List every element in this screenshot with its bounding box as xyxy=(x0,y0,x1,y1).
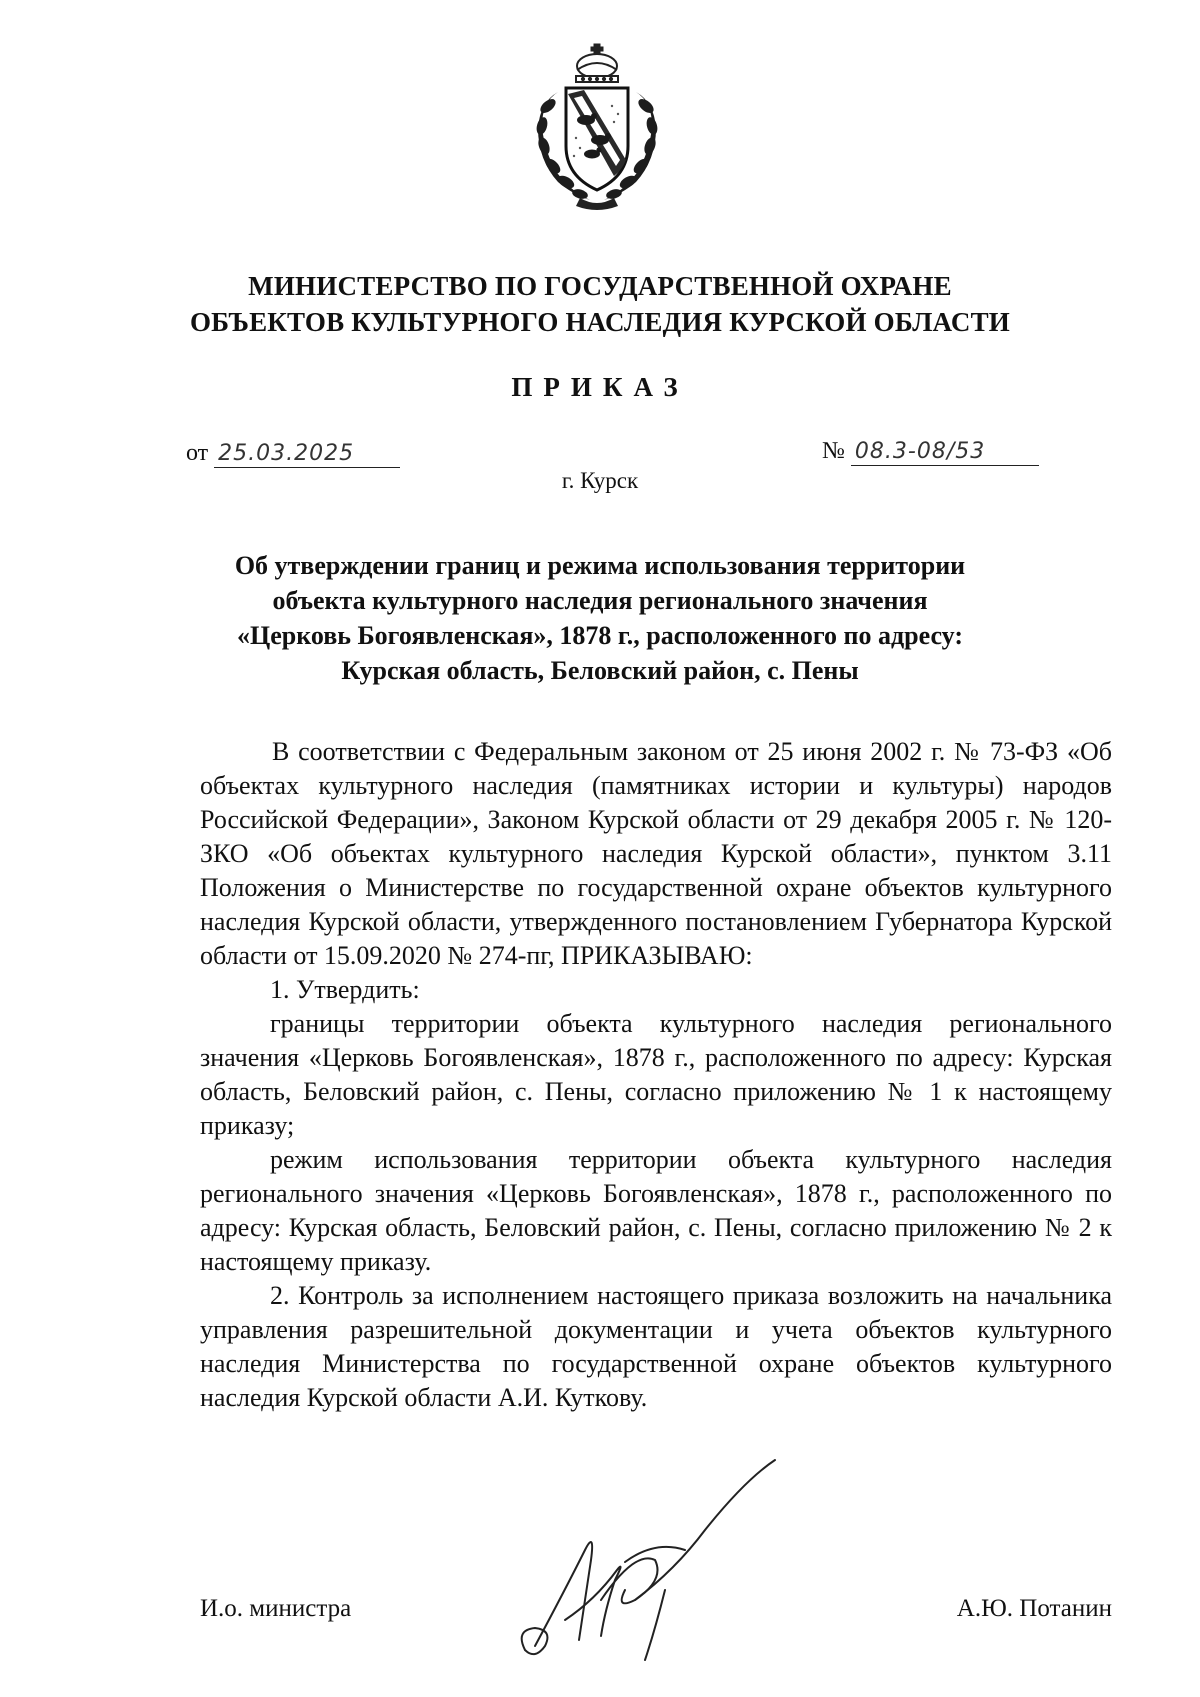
signatory-position: И.о. министра xyxy=(200,1595,352,1622)
number-prefix: № xyxy=(822,438,845,464)
number-value: 08.3-08/53 xyxy=(851,439,1039,466)
order-subject xyxy=(200,548,1000,688)
subject-line3: «Церковь Богоявленская», 1878 г., расположенного по адресу: xyxy=(236,621,963,650)
ministry-name-line2: ОБЪЕКТОВ КУЛЬТУРНОГО НАСЛЕДИЯ КУРСКОЙ ОБЛАСТИ xyxy=(189,307,1010,337)
item-1a-paragraph: границы территории объекта культурного наследия регионального значения «Церковь Богоявленская», 1878 г., расположенного по адресу: Курская область, Беловский район, с. Пены, согласно приложению № 1 к настоящему приказу; xyxy=(200,1009,1112,1140)
subject-line2: объекта культурного наследия регионального значения xyxy=(272,586,928,615)
preamble-paragraph: В соответствии с Федеральным законом от 25 июня 2002 г. № 73-ФЗ «Об объектах культурного наследия (памятниках истории и культуры) народов Российской Федерации», Законом Курской области от 29 декабря 2005 г. № 120-ЗКО «Об объектах культурного наследия Курской области», пунктом 3.11 Положения о Министерстве по государственной охране объектов культурного наследия Курской области, утвержденного постановлением Губернатора Курской области от 15.09.2020 № 274-пг, ПРИКАЗЫВАЮ: xyxy=(200,737,1112,970)
item-2-paragraph: 2. Контроль за исполнением настоящего приказа возложить на начальника управления разрешительной документации и учета объектов культурного наследия Министерства по государственной охране объектов культурного наследия Курской области А.И. Куткову. xyxy=(200,1281,1112,1412)
subject-line4: Курская область, Беловский район, с. Пены xyxy=(341,656,859,685)
document-type-title: ПРИКАЗ xyxy=(511,372,689,402)
ministry-name xyxy=(120,268,1080,340)
order-number xyxy=(822,438,1039,466)
date-prefix: от xyxy=(186,440,209,466)
signatory-name: А.Ю. Потанин xyxy=(956,1595,1112,1622)
coat-of-arms-emblem xyxy=(528,42,666,212)
item-1b-paragraph: режим использования территории объекта культурного наследия регионального значения «Церковь Богоявленская», 1878 г., расположенного по адресу: Курская область, Беловский район, с. Пены, согласно приложению № 2 к настоящему приказу. xyxy=(200,1145,1112,1276)
city: г. Курск xyxy=(561,468,639,493)
order-body xyxy=(200,735,1112,1415)
order-date xyxy=(186,440,400,468)
date-value: 25.03.2025 xyxy=(214,441,400,468)
item-1-title: 1. Утвердить: xyxy=(270,975,420,1004)
handwritten-signature xyxy=(505,1450,815,1670)
ministry-name-line1: МИНИСТЕРСТВО ПО ГОСУДАРСТВЕННОЙ ОХРАНЕ xyxy=(248,271,952,301)
subject-line1: Об утверждении границ и режима использования территории xyxy=(234,551,966,580)
